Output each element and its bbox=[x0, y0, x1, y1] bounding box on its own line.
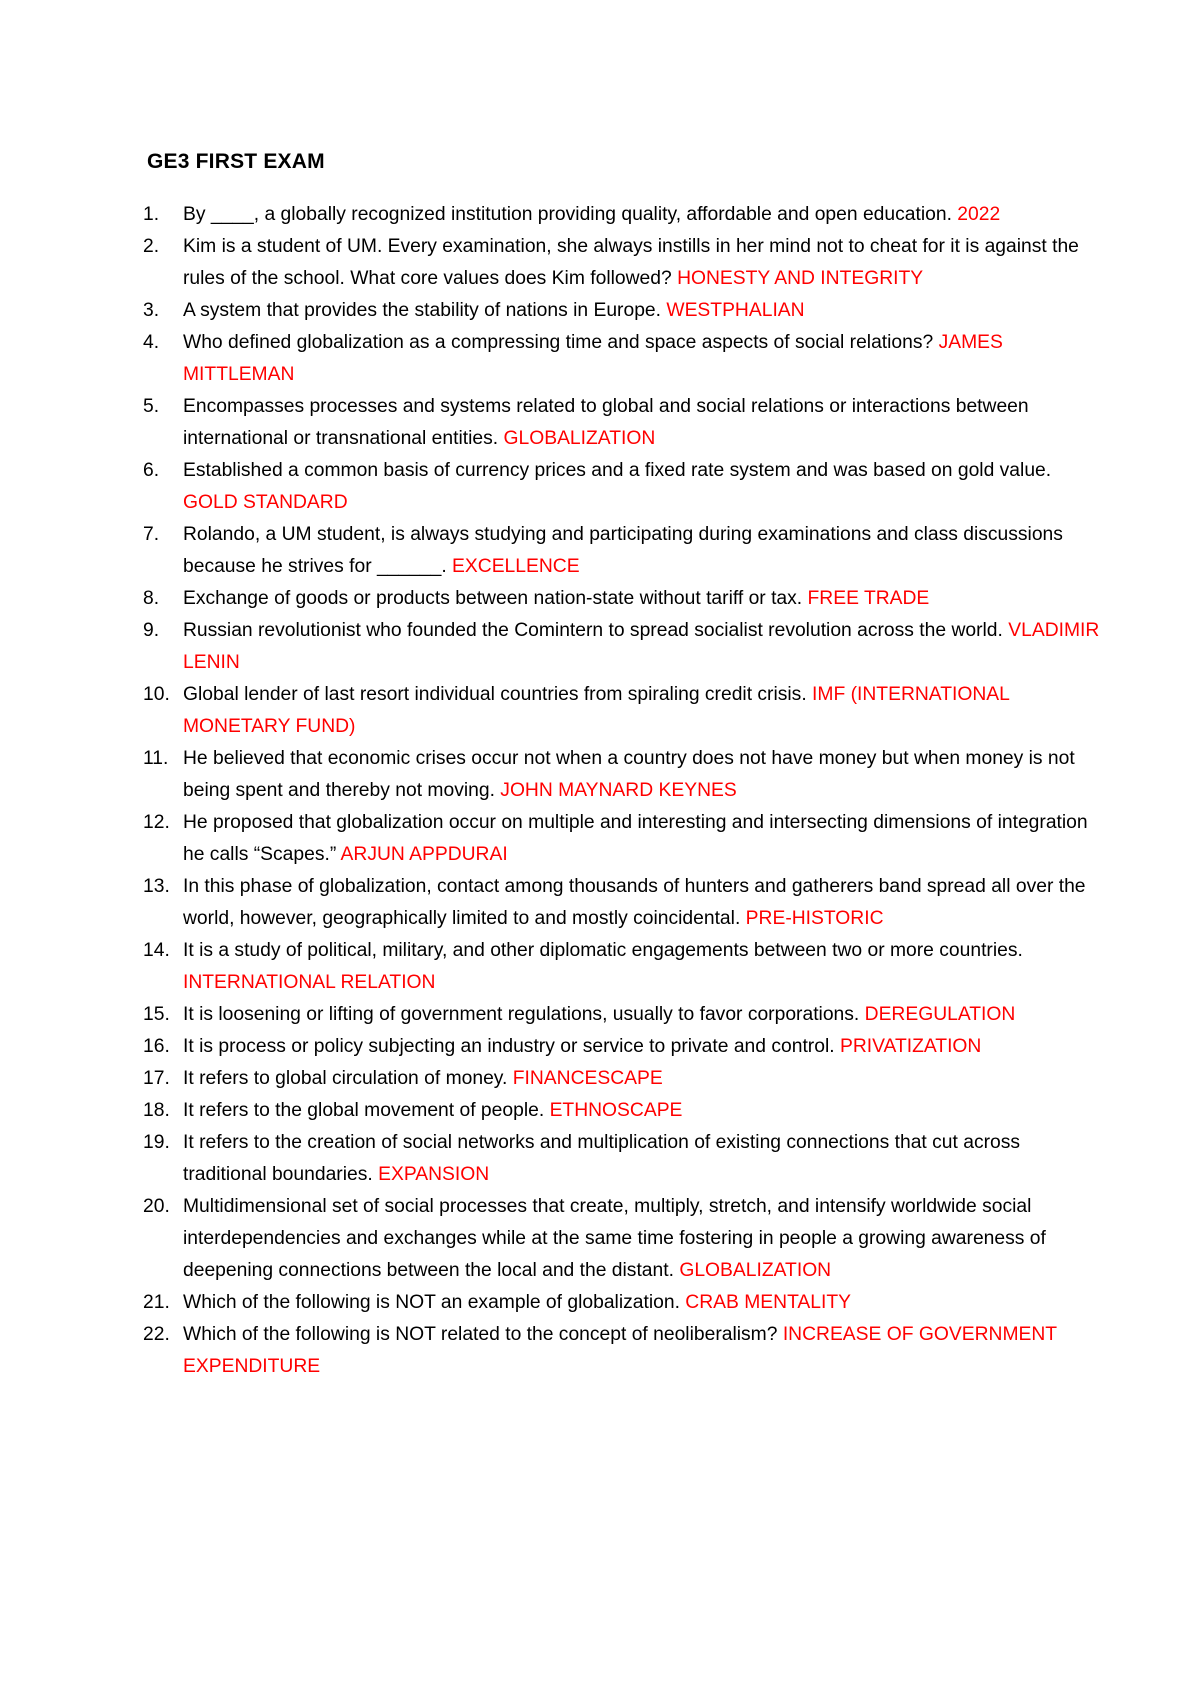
answer-text: IMF (INTERNATIONAL MONETARY FUND) bbox=[183, 684, 1010, 737]
question-text: Which of the following is NOT related to the concept of neoliberalism? bbox=[183, 1324, 778, 1345]
question-number: 5. bbox=[143, 396, 160, 417]
question-text: Which of the following is NOT an example of globalization. bbox=[183, 1292, 680, 1313]
answer-text: EXPANSION bbox=[378, 1164, 490, 1185]
answer-text: FINANCESCAPE bbox=[512, 1068, 663, 1089]
question-text: Established a common basis of currency prices and a fixed rate system and was based on gold value. bbox=[183, 460, 1052, 481]
list-item bbox=[143, 327, 1103, 391]
question-number: 7. bbox=[143, 524, 160, 545]
list-item bbox=[143, 455, 1103, 519]
answer-text: FREE TRADE bbox=[807, 588, 930, 609]
question-number: 21. bbox=[143, 1292, 170, 1313]
question-number: 9. bbox=[143, 620, 160, 641]
question-number: 12. bbox=[143, 812, 170, 833]
question-text: Global lender of last resort individual countries from spiraling credit crisis. bbox=[183, 684, 807, 705]
question-number: 16. bbox=[143, 1036, 170, 1057]
question-number: 4. bbox=[143, 332, 160, 353]
answer-text: GLOBALIZATION bbox=[503, 428, 656, 449]
question-text: It is loosening or lifting of government regulations, usually to favor corporations. bbox=[183, 1004, 860, 1025]
question-text: Encompasses processes and systems related to global and social relations or interactions between international or transnational entities. bbox=[183, 396, 1029, 449]
list-item bbox=[143, 295, 1103, 327]
list-item bbox=[143, 1127, 1103, 1191]
list-item bbox=[143, 583, 1103, 615]
question-text: Who defined globalization as a compressing time and space aspects of social relations? bbox=[183, 332, 934, 353]
list-item bbox=[143, 519, 1103, 583]
question-text: Kim is a student of UM. Every examination, she always instills in her mind not to cheat for it is against the rules of the school. What core values does Kim followed? bbox=[183, 236, 1079, 289]
list-item bbox=[143, 1095, 1103, 1127]
list-item bbox=[143, 871, 1103, 935]
answer-text: CRAB MENTALITY bbox=[685, 1292, 851, 1313]
page-title: GE3 FIRST EXAM bbox=[147, 150, 325, 173]
answer-text: ETHNOSCAPE bbox=[549, 1100, 683, 1121]
list-item bbox=[143, 679, 1103, 743]
question-text: He proposed that globalization occur on multiple and interesting and intersecting dimensions of integration he calls “Scapes.” bbox=[183, 812, 1088, 865]
question-text: It is a study of political, military, and other diplomatic engagements between two or more countries. bbox=[183, 940, 1023, 961]
answer-text: INCREASE OF GOVERNMENT EXPENDITURE bbox=[183, 1324, 1057, 1377]
answer-text: VLADIMIR LENIN bbox=[183, 620, 1100, 673]
list-item bbox=[143, 1063, 1103, 1095]
answer-text: JOHN MAYNARD KEYNES bbox=[500, 780, 737, 801]
question-text: Multidimensional set of social processes that create, multiply, stretch, and intensify worldwide social interdependencies and exchanges while at the same time fostering in people a growing awareness of deepening connections between the local and the distant. bbox=[183, 1196, 1046, 1281]
question-number: 20. bbox=[143, 1196, 170, 1217]
answer-text: ARJUN APPDURAI bbox=[340, 844, 508, 865]
list-item bbox=[143, 1191, 1103, 1287]
question-text: It is process or policy subjecting an industry or service to private and control. bbox=[183, 1036, 835, 1057]
list-item bbox=[143, 743, 1103, 807]
question-number: 2. bbox=[143, 236, 160, 257]
question-text: Exchange of goods or products between nation-state without tariff or tax. bbox=[183, 588, 803, 609]
question-text: It refers to the global movement of people. bbox=[183, 1100, 545, 1121]
question-number: 13. bbox=[143, 876, 170, 897]
question-number: 8. bbox=[143, 588, 160, 609]
list-item bbox=[143, 231, 1103, 295]
answer-text: 2022 bbox=[957, 204, 1001, 225]
question-number: 1. bbox=[143, 204, 160, 225]
answer-text: DEREGULATION bbox=[864, 1004, 1016, 1025]
question-text: Rolando, a UM student, is always studying and participating during examinations and class discussions because he strives for ______. bbox=[183, 524, 1063, 577]
list-item bbox=[143, 807, 1103, 871]
answer-text: PRE-HISTORIC bbox=[745, 908, 884, 929]
question-number: 11. bbox=[143, 748, 169, 769]
question-text: A system that provides the stability of nations in Europe. bbox=[183, 300, 662, 321]
list-item bbox=[143, 1319, 1103, 1383]
answer-text: WESTPHALIAN bbox=[666, 300, 805, 321]
question-number: 18. bbox=[143, 1100, 170, 1121]
question-text: Russian revolutionist who founded the Comintern to spread socialist revolution across the world. bbox=[183, 620, 1003, 641]
answer-text: GOLD STANDARD bbox=[183, 492, 348, 513]
list-item bbox=[143, 1287, 1103, 1319]
list-item bbox=[143, 199, 1103, 231]
question-text: It refers to the creation of social networks and multiplication of existing connections that cut across traditional boundaries. bbox=[183, 1132, 1021, 1185]
answer-text: HONESTY AND INTEGRITY bbox=[677, 268, 924, 289]
question-number: 6. bbox=[143, 460, 160, 481]
answer-text: GLOBALIZATION bbox=[679, 1260, 832, 1281]
list-item bbox=[143, 391, 1103, 455]
question-text: It refers to global circulation of money. bbox=[183, 1068, 508, 1089]
question-number: 15. bbox=[143, 1004, 170, 1025]
answer-text: PRIVATIZATION bbox=[839, 1036, 982, 1057]
question-text: He believed that economic crises occur not when a country does not have money but when money is not being spent and thereby not moving. bbox=[183, 748, 1075, 801]
answer-text: EXCELLENCE bbox=[452, 556, 580, 577]
list-item bbox=[143, 999, 1103, 1031]
question-number: 14. bbox=[143, 940, 170, 961]
question-number: 3. bbox=[143, 300, 160, 321]
question-list bbox=[143, 199, 1103, 1383]
question-text: By ____, a globally recognized institution providing quality, affordable and open education. bbox=[183, 204, 952, 225]
question-number: 19. bbox=[143, 1132, 170, 1153]
question-text: In this phase of globalization, contact among thousands of hunters and gatherers band spread all over the world, however, geographically limited to and mostly coincidental. bbox=[183, 876, 1086, 929]
answer-text: JAMES MITTLEMAN bbox=[183, 332, 1003, 385]
list-item bbox=[143, 615, 1103, 679]
question-number: 10. bbox=[143, 684, 170, 705]
list-item bbox=[143, 935, 1103, 999]
question-number: 17. bbox=[143, 1068, 170, 1089]
question-number: 22. bbox=[143, 1324, 170, 1345]
list-item bbox=[143, 1031, 1103, 1063]
answer-text: INTERNATIONAL RELATION bbox=[183, 972, 436, 993]
